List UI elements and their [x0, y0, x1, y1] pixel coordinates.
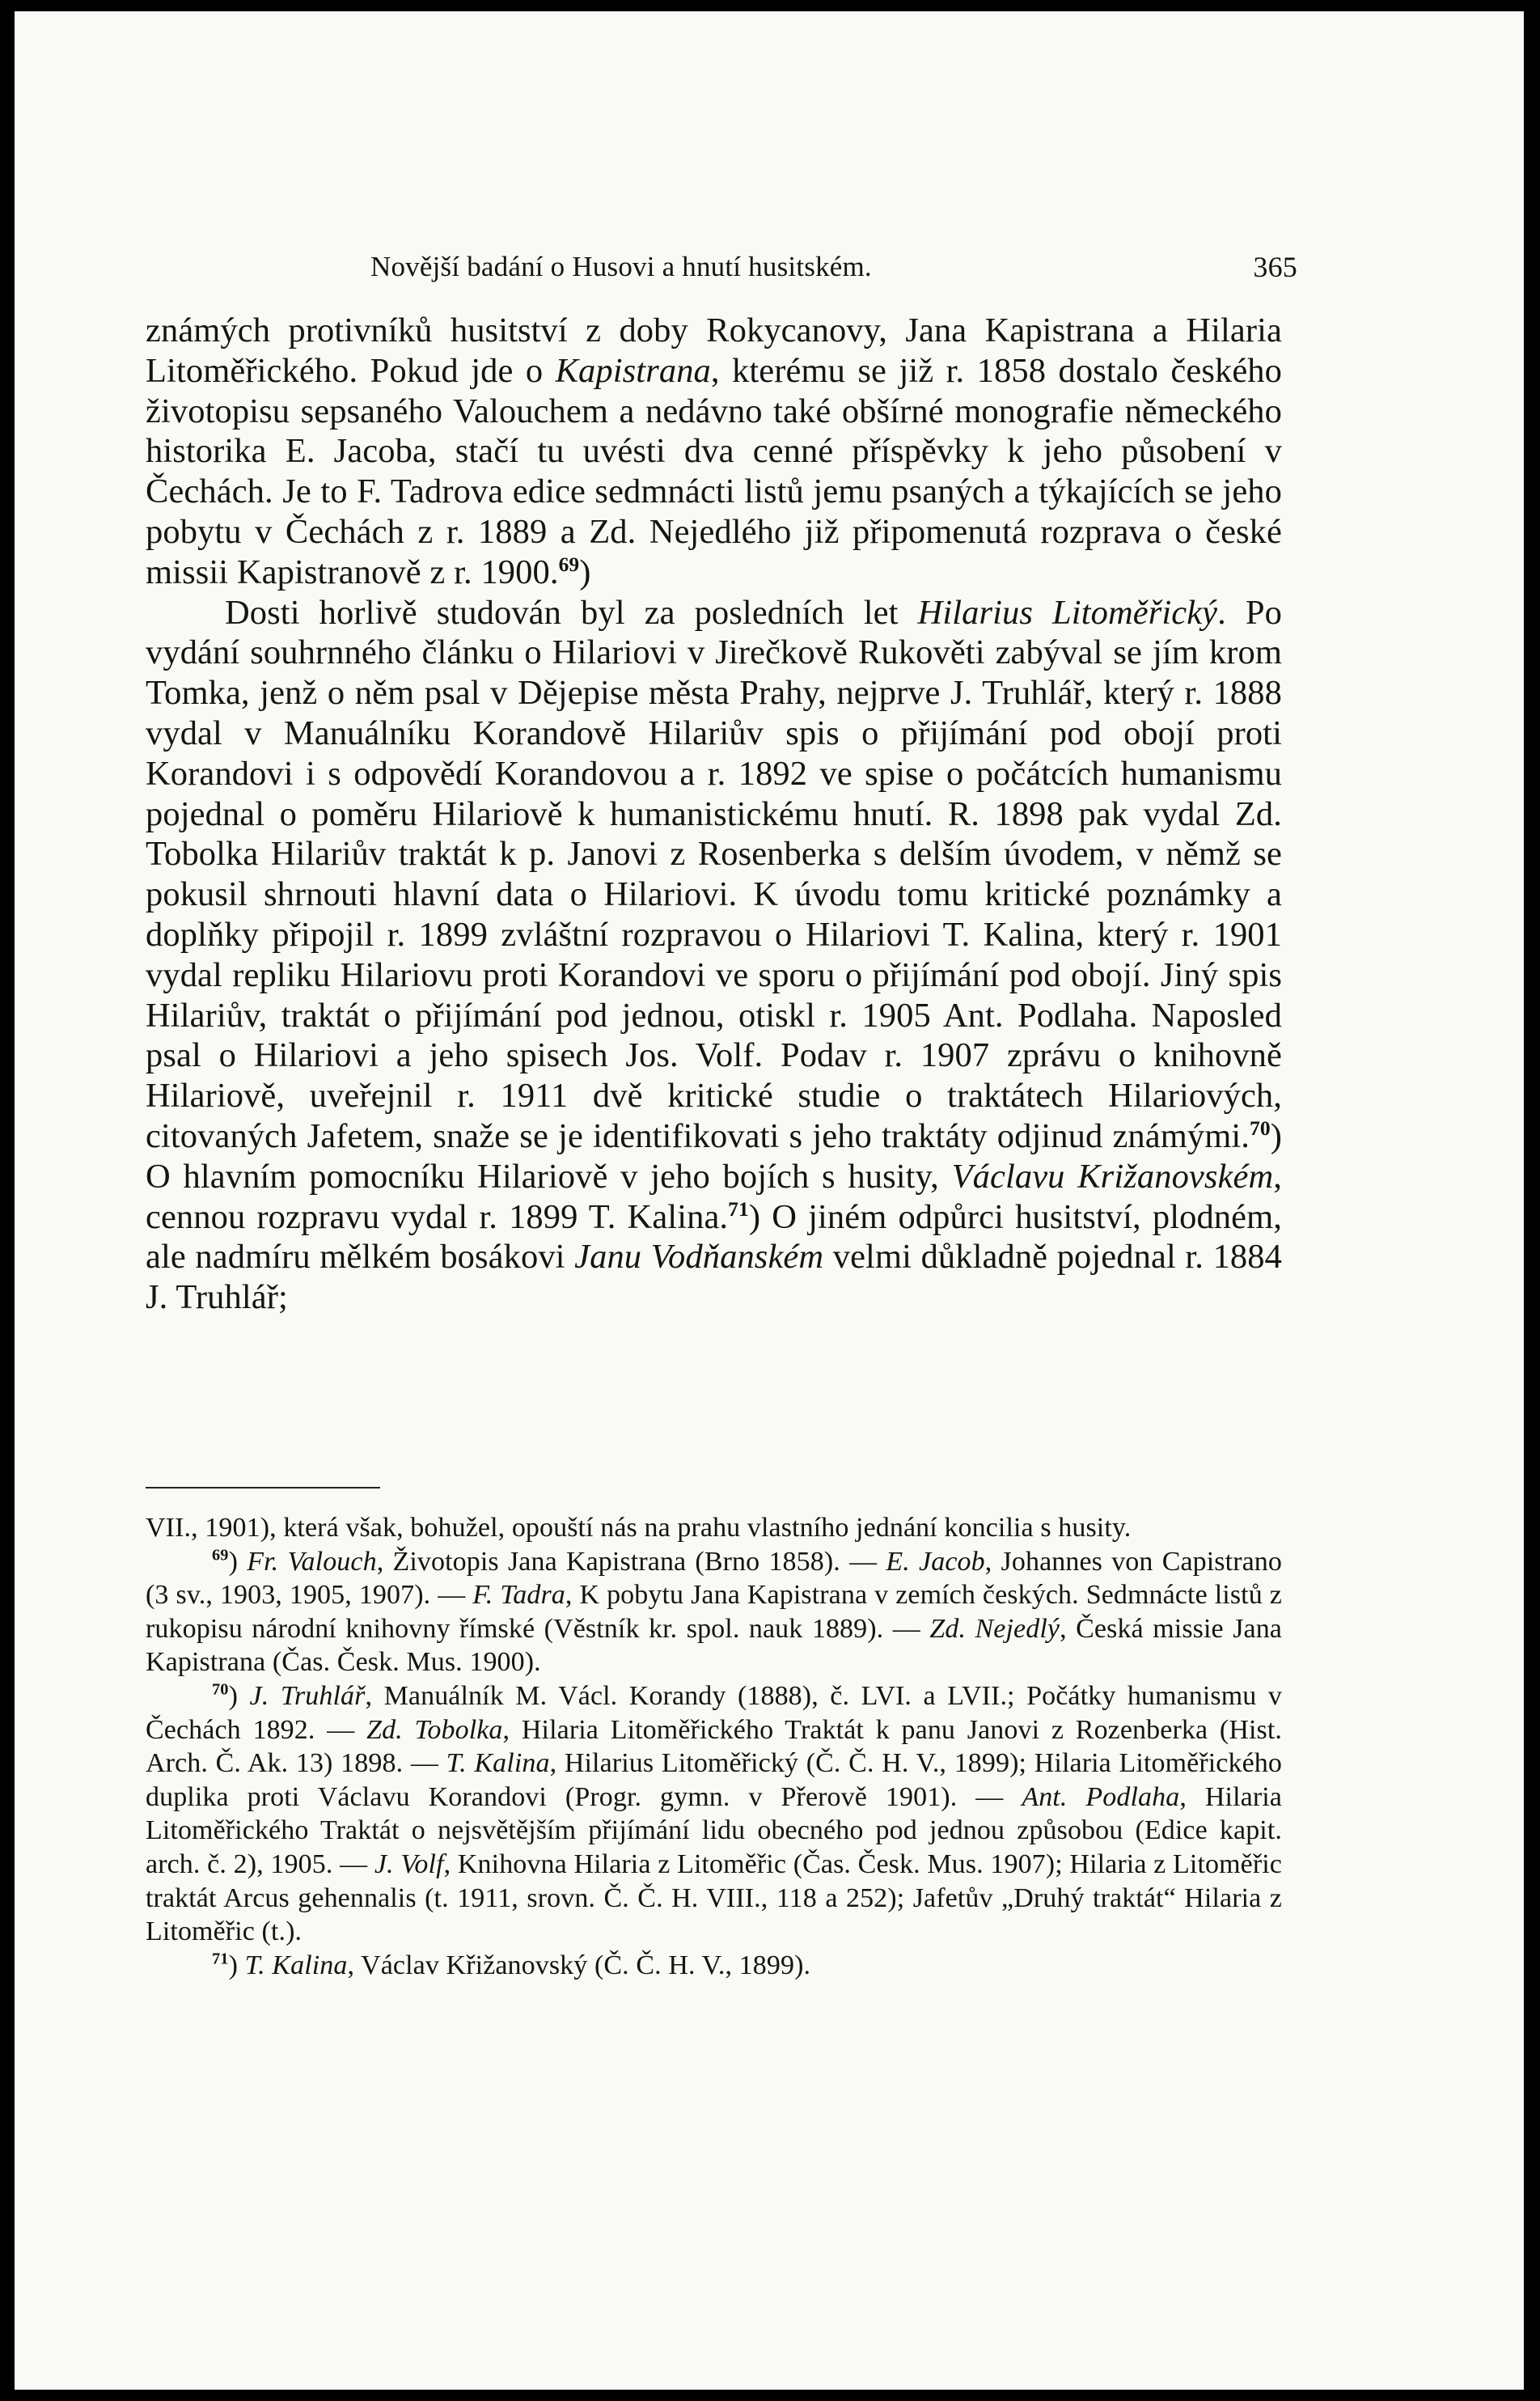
text-run: , Česká missie Jana Kapistrana (Čas. Česk. Mus. 1900).: [146, 1613, 1283, 1678]
italic-name: Hilarius Litoměřický: [917, 593, 1218, 632]
footnote-continuation: VII., 1901), která však, bohužel, opouští nás na prahu vlastního jednání koncilia s husity.: [146, 1513, 1132, 1543]
italic-name: Fr. Valouch: [247, 1546, 377, 1577]
text-run: , Václav Křižanovský (Č. Č. H. V., 1899).: [347, 1950, 811, 1980]
text-run: , Manuálník M. Václ. Korandy (1888), č. LVI. a LVII.; Počátky humanismu v Čechách 1892. —: [146, 1680, 1282, 1745]
footnote-ref: 69: [558, 552, 580, 576]
italic-name: F. Tadra: [472, 1580, 565, 1611]
italic-name: Ant. Podlaha: [1022, 1781, 1180, 1812]
text-run: , cennou rozpravu vydal r. 1899 T. Kalina.: [146, 1157, 1282, 1236]
text-run: , kterému se již r. 1858 dostalo českého životopisu sepsaného Valouchem a nedávno také obšírné monografie německého historika E. Jacoba, stačí tu uvésti dva cenné příspěvky k jeho působení v Čechách. Je to F. Tadrova edice sedmnácti listů jemu psaných a týkajících se jeho pobytu v Čechách z r. 1889 a Zd. Nejedlého již připomenutá rozprava o české missii Kapistranově z r. 1900.: [146, 351, 1282, 591]
footnote-mark: 71: [212, 1950, 229, 1968]
italic-name: Janu Vodňanském: [574, 1238, 824, 1277]
text-run: , Hilaria Litoměřického Traktát o nejsvětějším přijímání lidu obecného pod jednou způsobou (Edice kapit. arch. č. 2), 1905. —: [146, 1781, 1282, 1879]
text-run: , Johannes von Capistrano (3 sv., 1903, 1905, 1907). —: [146, 1546, 1283, 1611]
footnotes: [146, 1511, 1282, 1982]
text-run: Dosti horlivě studován byl za posledních let: [225, 593, 918, 632]
italic-name: E. Jacob: [886, 1546, 985, 1577]
text-run: známých protivníků husitství z doby Rokycanovy, Jana Kapistrana a Hilaria Litoměřického. Pokud jde o: [146, 311, 1282, 390]
footnote-69: [146, 1545, 1282, 1679]
text-run: ): [579, 553, 591, 591]
text-run: ): [228, 1546, 248, 1577]
text-run: . Po vydání souhrnného článku o Hilariovi v Jirečkově Rukověti zabýval se jím krom Tomka, jenž o něm psal v Dějepise města Prahy, nejprve J. Truhlář, který r. 1888 vydal v Manuálníku Korandově Hilariův spis o přijímání pod obojí proti Korandovi i s odpovědí Korandovou a r. 1892 ve spise o počátcích humanismu pojednal o poměru Hilariově k humanistickému hnutí. R. 1898 pak vydal Zd. Tobolka Hilariův traktát k p. Janovi z Rosenberka s delším úvodem, v němž se pokusil shrnouti hlavní data o Hilariovi. K úvodu tomu kritické poznámky a doplňky připojil r. 1899 zvláštní rozpravou o Hilariovi T. Kalina, který r. 1901 vydal repliku Hilariovu proti Korandovi ve sporu o přijímání pod obojí. Jiný spis Hilariův, traktát o přijímání pod jednou, otiskl r. 1905 Ant. Podlaha. Naposled psal o Hilariovi a jeho spisech Jos. Volf. Podav r. 1907 zprávu o knihovně Hilariově, uveřejnil r. 1911 dvě kritické studie o traktátech Hilariových, citovaných Jafetem, snaže se je identifikovati s jeho traktáty odjinud známými.: [146, 593, 1282, 1155]
footnote-ref: 71: [728, 1196, 749, 1221]
text-run: , Hilarius Litoměřický (Č. Č. H. V., 1899); Hilaria Litoměřického duplika proti Václavu Korandovi (Progr. gymn. v Přerově 1901). —: [146, 1748, 1282, 1812]
paragraph-kapistran: [146, 311, 1282, 593]
italic-name: T. Kalina: [446, 1748, 550, 1779]
text-run: , Životopis Jana Kapistrana (Brno 1858). —: [376, 1546, 886, 1577]
italic-name: Zd. Nejedlý: [929, 1613, 1060, 1644]
text-run: ): [228, 1680, 250, 1711]
text-run: , K pobytu Jana Kapistrana v zemích českých. Sedmnácte listů z rukopisu národní knihovny římské (Věstník kr. spol. nauk 1889). —: [146, 1580, 1282, 1644]
text-run: ): [228, 1950, 245, 1980]
footnote-divider: [146, 1487, 380, 1488]
italic-name: J. Volf: [374, 1848, 444, 1879]
italic-name: Václavu Križanovském: [951, 1157, 1274, 1196]
text-run: velmi důkladně pojednal r. 1884 J. Truhlář;: [146, 1238, 1282, 1317]
italic-name: Zd. Tobolka: [366, 1714, 503, 1745]
footnote-71: [146, 1949, 1282, 1983]
text-run: , Hilaria Litoměřického Traktát k panu Janovi z Rozenberka (Hist. Arch. Č. Ak. 13) 1898. —: [146, 1714, 1282, 1779]
paragraph-hilarius: [146, 593, 1282, 1318]
text-run: ) O jiném odpůrci husitství, plodném, ale nadmíru mělkém bosákovi: [146, 1197, 1282, 1277]
footnote-70: [146, 1679, 1282, 1949]
italic-name: Kapistrana: [555, 351, 711, 390]
text-run: ) O hlavním pomocníku Hilariově v jeho bojích s husity,: [146, 1116, 1282, 1196]
italic-name: T. Kalina: [244, 1950, 348, 1980]
running-title: Novější badání o Husovi a hnutí husitském.: [370, 251, 872, 282]
italic-name: J. Truhlář: [249, 1680, 366, 1711]
footnote-ref: 70: [1250, 1116, 1271, 1140]
page-number: 365: [1253, 251, 1297, 283]
footnote-mark: 69: [212, 1546, 229, 1565]
main-text: [146, 311, 1282, 1318]
footnote-mark: 70: [212, 1680, 229, 1699]
text-run: , Knihovna Hilaria z Litoměřic (Čas. Česk. Mus. 1907); Hilaria z Litoměřic traktát Arcus gehennalis (t. 1911, srovn. Č. Č. H. VIII., 118 a 252); Jafetův „Druhý traktát“ Hilaria z Litoměřic (t.).: [146, 1848, 1282, 1947]
